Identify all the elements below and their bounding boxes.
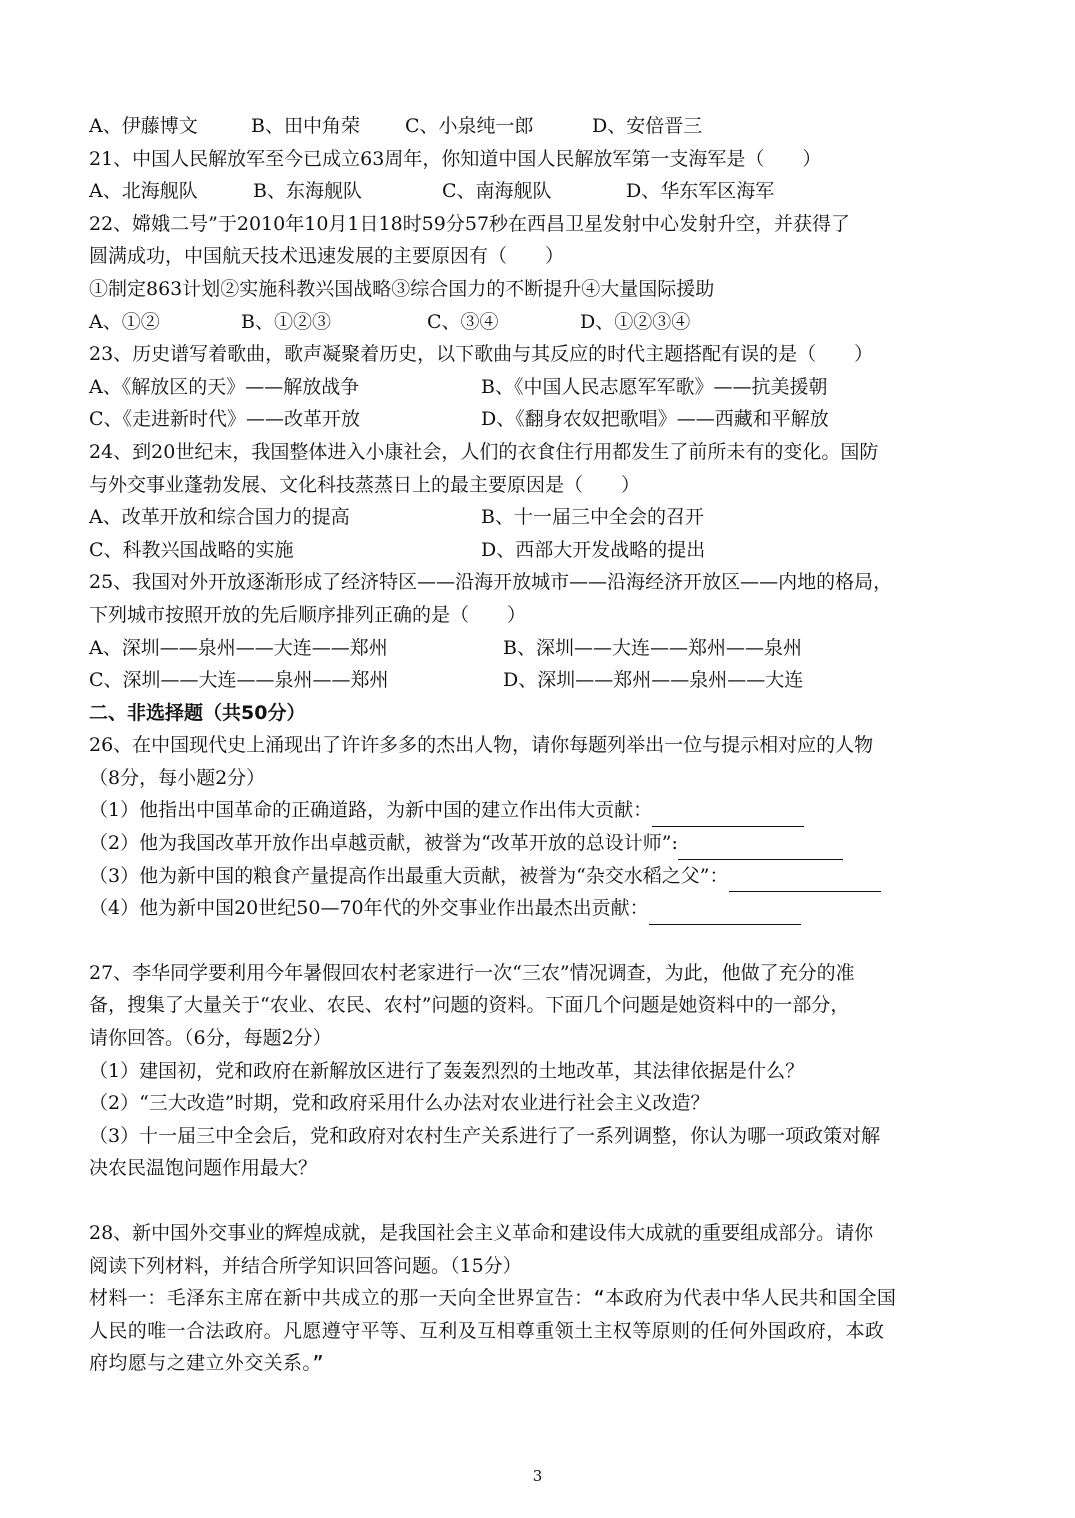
q24-options-row1 (89, 501, 989, 534)
q24-option-c: C、科教兴国战略的实施 (89, 538, 294, 561)
q21-option-d: D、华东军区海军 (626, 180, 775, 203)
exam-page (89, 110, 989, 1380)
q23-option-c: C、《走进新时代》——改革开放 (89, 408, 361, 431)
answer-blank[interactable] (678, 837, 843, 860)
q21-option-a: A、北海舰队 (89, 180, 198, 203)
q23-option-d: D、《翻身农奴把歌唱》——西藏和平解放 (481, 408, 829, 431)
q23-option-b: B、《中国人民志愿军军歌》——抗美援朝 (481, 375, 828, 398)
q25-options-row1 (89, 632, 989, 665)
q25-option-d: D、深圳——郑州——泉州——大连 (503, 669, 804, 692)
q23-options-row1 (89, 371, 989, 404)
q21-stem: 21、中国人民解放军至今已成立63周年，你知道中国人民解放军第一支海军是（ ） (89, 147, 822, 170)
q28-material-line1: 材料一：毛泽东主席在新中共成立的那一天向全世界宣告：“本政府为代表中华人民共和国全国 (89, 1287, 897, 1310)
q23-option-a: A、《解放区的天》——解放战争 (89, 375, 360, 398)
q27-stem-line2: 备，搜集了大量关于“农业、农民、农村”问题的资料。下面几个问题是她资料中的一部分， (89, 994, 850, 1017)
q22-option-b: B、①②③ (241, 310, 331, 333)
answer-blank[interactable] (649, 902, 801, 925)
q26-part3 (89, 860, 989, 893)
q28-material-line2: 人民的唯一合法政府。凡愿遵守平等、互利及互相尊重领土主权等原则的任何外国政府，本政 (89, 1319, 885, 1342)
q28-stem-line1: 28、新中国外交事业的辉煌成就，是我国社会主义革命和建设伟大成就的重要组成部分。请你 (89, 1222, 874, 1244)
q21-option-c: C、南海舰队 (442, 180, 552, 203)
q26-part3-text: （3）他为新中国的粮食产量提高作出最重大贡献，被誉为“杂交水稻之父”： (89, 864, 729, 887)
q24-options-row2 (89, 534, 989, 567)
q25-option-b: B、深圳——大连——郑州——泉州 (503, 636, 802, 659)
q21-option-b: B、东海舰队 (253, 180, 362, 203)
q26-part4 (89, 892, 989, 925)
q20-option-d: D、安倍晋三 (592, 115, 703, 137)
page-number: 3 (532, 1467, 543, 1485)
q24-stem-line1: 24、到20世纪末，我国整体进入小康社会，人们的衣食住行用都发生了前所未有的变化。国防 (89, 440, 879, 463)
q27-stem-line3: 请你回答。（6分，每题2分） (89, 1027, 332, 1050)
q26-stem-line2: （8分，每小题2分） (89, 766, 266, 789)
q24-stem-line2: 与外交事业蓬勃发展、文化科技蒸蒸日上的最主要原因是（ ） (89, 473, 641, 496)
q20-option-b: B、田中角荣 (251, 115, 360, 137)
q25-stem-line1: 25、我国对外开放逐渐形成了经济特区——沿海开放城市——沿海经济开放区——内地的格局， (89, 571, 893, 594)
q24-option-a: A、改革开放和综合国力的提高 (89, 506, 350, 529)
q24-option-d: D、西部大开发战略的提出 (481, 538, 706, 561)
q22-option-c: C、③④ (427, 310, 499, 333)
q24-option-b: B、十一届三中全会的召开 (481, 506, 704, 529)
q21-options (89, 175, 989, 208)
q22-stem-line1: 22、嫦娥二号”于2010年10月1日18时59分57秒在西昌卫星发射中心发射升空，并获得了 (89, 212, 851, 235)
q27-part1: （1）建国初，党和政府在新解放区进行了轰轰烈烈的土地改革，其法律依据是什么？ (89, 1059, 805, 1082)
q20-option-a: A、伊藤博文 (89, 115, 198, 137)
q25-stem-line2: 下列城市按照开放的先后顺序排列正确的是（ ） (89, 603, 527, 626)
q28-stem-line2: 阅读下列材料，并结合所学知识回答问题。（15分） (89, 1254, 522, 1277)
q27-part2: （2）“三大改造”时期，党和政府采用什么办法对农业进行社会主义改造？ (89, 1092, 710, 1115)
q26-part2-text: （2）他为我国改革开放作出卓越贡献，被誉为“改革开放的总设计师”: (89, 832, 678, 855)
q20-option-c: C、小泉纯一郎 (405, 115, 534, 137)
q28-material-line3: 府均愿与之建立外交关系。” (89, 1352, 325, 1375)
q23-stem: 23、历史谱写着歌曲，歌声凝聚着历史，以下歌曲与其反应的时代主题搭配有误的是（ ） (89, 343, 874, 366)
answer-blank[interactable] (652, 804, 804, 827)
q27-stem-line1: 27、李华同学要利用今年暑假回农村老家进行一次“三农”情况调查，为此，他做了充分的准 (89, 961, 855, 984)
q22-items: ①制定863计划②实施科教兴国战略③综合国力的不断提升④大量国际援助 (89, 277, 715, 300)
q23-options-row2 (89, 403, 989, 436)
answer-blank[interactable] (729, 869, 881, 892)
q26-part4-text: （4）他为新中国20世纪50—70年代的外交事业作出最杰出贡献： (89, 897, 649, 920)
q26-stem-line1: 26、在中国现代史上涌现出了许许多多的杰出人物，请你每题列举出一位与提示相对应的人物 (89, 734, 874, 757)
q22-options (89, 306, 989, 339)
q22-option-d: D、①②③④ (580, 310, 691, 333)
q25-option-a: A、深圳——泉州——大连——郑州 (89, 636, 388, 659)
q25-option-c: C、深圳——大连——泉州——郑州 (89, 669, 389, 692)
q22-stem-line2: 圆满成功，中国航天技术迅速发展的主要原因有（ ） (89, 245, 565, 268)
q26-part1-text: （1）他指出中国革命的正确道路，为新中国的建立作出伟大贡献： (89, 799, 653, 822)
q25-options-row2 (89, 664, 989, 697)
q27-part3-line1: （3）十一届三中全会后，党和政府对农村生产关系进行了一系列调整，你认为哪一项政策对解 (89, 1124, 881, 1147)
q22-option-a: A、①② (89, 310, 160, 333)
q26-part2 (89, 827, 989, 860)
section-heading: 二、非选择题（共50分） (89, 701, 306, 724)
q27-part3-line2: 决农民温饱问题作用最大？ (89, 1157, 318, 1180)
q20-options (89, 110, 989, 143)
q26-part1 (89, 794, 989, 827)
